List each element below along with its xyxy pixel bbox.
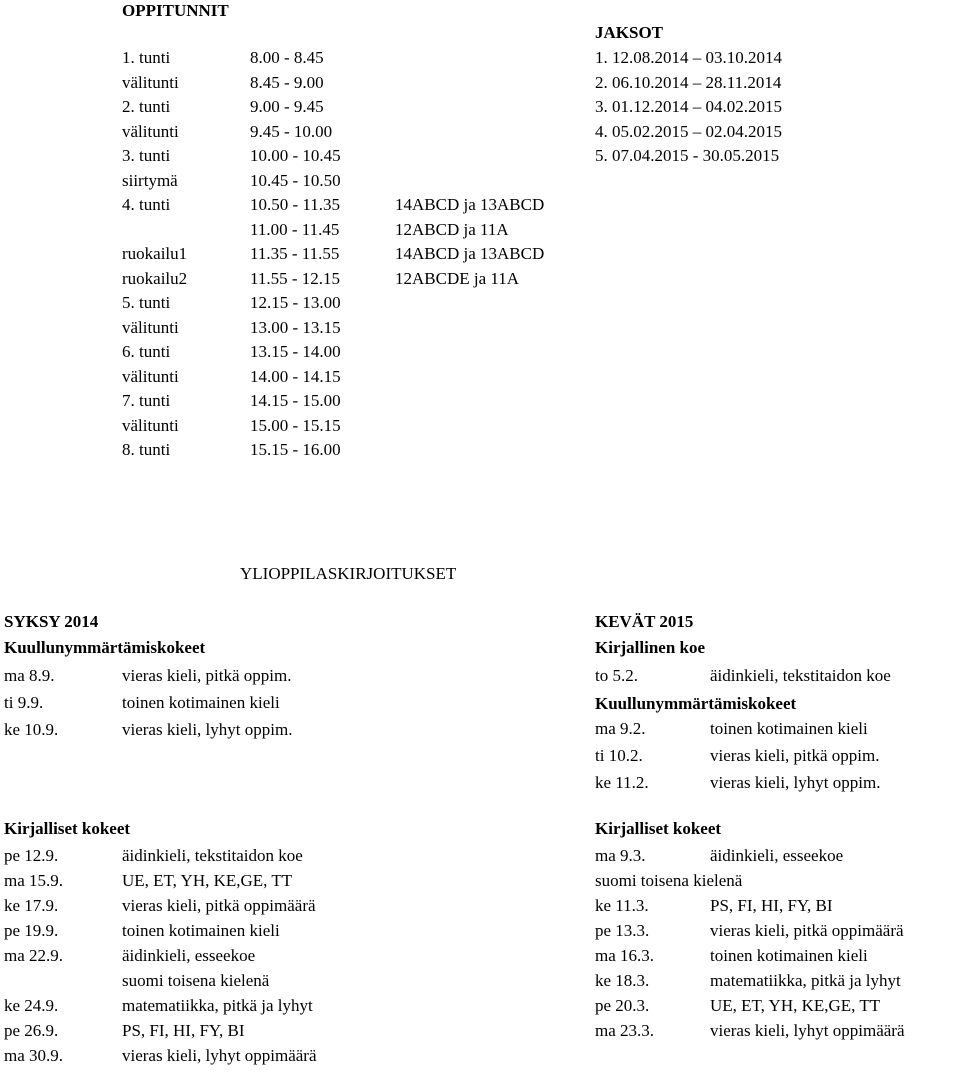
lesson-time: 9.45 - 10.00 (250, 121, 333, 141)
lesson-time: 11.35 - 11.55 (250, 244, 340, 263)
exam-subject: vieras kieli, pitkä oppim. (710, 746, 880, 765)
jakso-item: 2. 06.10.2014 – 28.11.2014 (595, 72, 782, 92)
lesson-time: 15.00 - 15.15 (250, 415, 341, 435)
exam-subject: äidinkieli, esseekoe (122, 946, 256, 965)
syksy-kuullun-heading: Kuullunymmärtämiskokeet (4, 638, 206, 657)
exam-date: ke 10.9. (4, 720, 59, 739)
lesson-groups: 14ABCD ja 13ABCD (395, 195, 545, 214)
jaksot-title: JAKSOT (595, 23, 664, 42)
exam-date: pe 20.3. (595, 996, 650, 1015)
exam-date: ma 15.9. (4, 871, 64, 890)
lesson-name: 5. tunti (122, 293, 171, 312)
lesson-time: 14.00 - 14.15 (250, 366, 341, 386)
exam-date: ma 8.9. (4, 666, 55, 685)
jakso-item: 5. 07.04.2015 - 30.05.2015 (595, 146, 780, 165)
exam-subject: äidinkieli, tekstitaidon koe (122, 846, 303, 865)
lesson-time: 9.00 - 9.45 (250, 97, 324, 116)
exam-date: ke 18.3. (595, 971, 650, 990)
exam-date: ma 9.3. (595, 846, 646, 865)
exam-subject: vieras kieli, lyhyt oppim. (710, 773, 881, 792)
exam-subject: äidinkieli, esseekoe (710, 846, 844, 865)
exam-date: ma 30.9. (4, 1046, 64, 1065)
lesson-time: 13.00 - 13.15 (250, 317, 341, 337)
lesson-name: välitunti (122, 121, 179, 141)
exam-subject: UE, ET, YH, KE,GE, TT (122, 871, 293, 890)
jakso-item: 1. 12.08.2014 – 03.10.2014 (595, 48, 782, 67)
lesson-time: 15.15 - 16.00 (250, 440, 341, 459)
lesson-time: 8.45 - 9.00 (250, 72, 324, 92)
exam-subject: matematiikka, pitkä ja lyhyt (122, 996, 313, 1015)
exam-date: ke 17.9. (4, 896, 59, 915)
kevat-kirjalliset-heading: Kirjalliset kokeet (595, 819, 722, 838)
syksy-title: SYKSY 2014 (4, 612, 99, 631)
lesson-time: 12.15 - 13.00 (250, 293, 341, 312)
lesson-name: 2. tunti (122, 97, 171, 116)
ylioppilas-title: YLIOPPILASKIRJOITUKSET (240, 564, 457, 583)
exam-date: to 5.2. (595, 666, 638, 685)
syksy-kirjalliset-heading: Kirjalliset kokeet (4, 819, 131, 838)
lesson-name: 4. tunti (122, 195, 171, 214)
jakso-item: 3. 01.12.2014 – 04.02.2015 (595, 97, 782, 116)
page-title: OPPITUNNIT (122, 1, 229, 20)
exam-date: suomi toisena kielenä (595, 871, 743, 890)
exam-subject: toinen kotimainen kieli (122, 693, 280, 712)
exam-subject: suomi toisena kielenä (122, 971, 270, 990)
lesson-name: 7. tunti (122, 391, 171, 410)
lesson-groups: 12ABCD ja 11A (395, 219, 509, 239)
exam-date: pe 19.9. (4, 921, 59, 940)
lesson-name: 8. tunti (122, 440, 171, 459)
lesson-time: 13.15 - 14.00 (250, 342, 341, 361)
kevat-title: KEVÄT 2015 (595, 612, 694, 631)
lesson-time: 14.15 - 15.00 (250, 391, 341, 410)
exam-subject: vieras kieli, lyhyt oppim. (122, 720, 293, 739)
lesson-name: siirtymä (122, 170, 178, 190)
lesson-name: 3. tunti (122, 146, 171, 165)
lesson-name: välitunti (122, 366, 179, 386)
exam-date: ke 11.3. (595, 896, 649, 915)
lesson-name: välitunti (122, 72, 179, 92)
lesson-time: 11.55 - 12.15 (250, 268, 341, 288)
exam-subject: vieras kieli, lyhyt oppimäärä (710, 1021, 905, 1040)
lesson-name: ruokailu1 (122, 244, 188, 263)
lesson-time: 10.45 - 10.50 (250, 170, 341, 190)
exam-subject: PS, FI, HI, FY, BI (122, 1021, 245, 1040)
exam-subject: vieras kieli, pitkä oppim. (122, 666, 292, 685)
exam-date: ti 9.9. (4, 693, 44, 712)
exam-subject: toinen kotimainen kieli (710, 719, 868, 738)
exam-date: pe 13.3. (595, 921, 650, 940)
lesson-name: välitunti (122, 317, 179, 337)
jakso-item: 4. 05.02.2015 – 02.04.2015 (595, 121, 782, 141)
exam-date: ma 23.3. (595, 1021, 655, 1040)
exam-subject: äidinkieli, tekstitaidon koe (710, 666, 891, 685)
kevat-kirjallinen-heading: Kirjallinen koe (595, 638, 706, 657)
exam-subject: vieras kieli, pitkä oppimäärä (122, 896, 316, 915)
exam-subject: vieras kieli, lyhyt oppimäärä (122, 1046, 317, 1065)
exam-date: ke 11.2. (595, 773, 649, 792)
exam-date: pe 12.9. (4, 846, 59, 865)
lesson-name: ruokailu2 (122, 268, 188, 288)
exam-subject: vieras kieli, pitkä oppimäärä (710, 921, 904, 940)
exam-date: ma 22.9. (4, 946, 64, 965)
lesson-name: välitunti (122, 415, 179, 435)
lesson-time: 8.00 - 8.45 (250, 48, 324, 67)
lesson-name: 6. tunti (122, 342, 171, 361)
exam-subject: UE, ET, YH, KE,GE, TT (710, 996, 881, 1015)
exam-subject: PS, FI, HI, FY, BI (710, 896, 833, 915)
lesson-groups: 14ABCD ja 13ABCD (395, 244, 545, 263)
exam-subject: toinen kotimainen kieli (122, 921, 280, 940)
exam-date: ti 10.2. (595, 746, 643, 765)
lesson-name: 1. tunti (122, 48, 171, 67)
exam-date: ma 9.2. (595, 719, 646, 738)
lesson-groups: 12ABCDE ja 11A (395, 268, 520, 288)
exam-date: ma 16.3. (595, 946, 655, 965)
lesson-time: 11.00 - 11.45 (250, 219, 340, 239)
exam-date: ke 24.9. (4, 996, 59, 1015)
lesson-time: 10.50 - 11.35 (250, 195, 341, 214)
lesson-time: 10.00 - 10.45 (250, 146, 341, 165)
exam-subject: matematiikka, pitkä ja lyhyt (710, 971, 901, 990)
exam-subject: toinen kotimainen kieli (710, 946, 868, 965)
exam-date: pe 26.9. (4, 1021, 59, 1040)
kevat-kuullun-heading: Kuullunymmärtämiskokeet (595, 694, 797, 713)
